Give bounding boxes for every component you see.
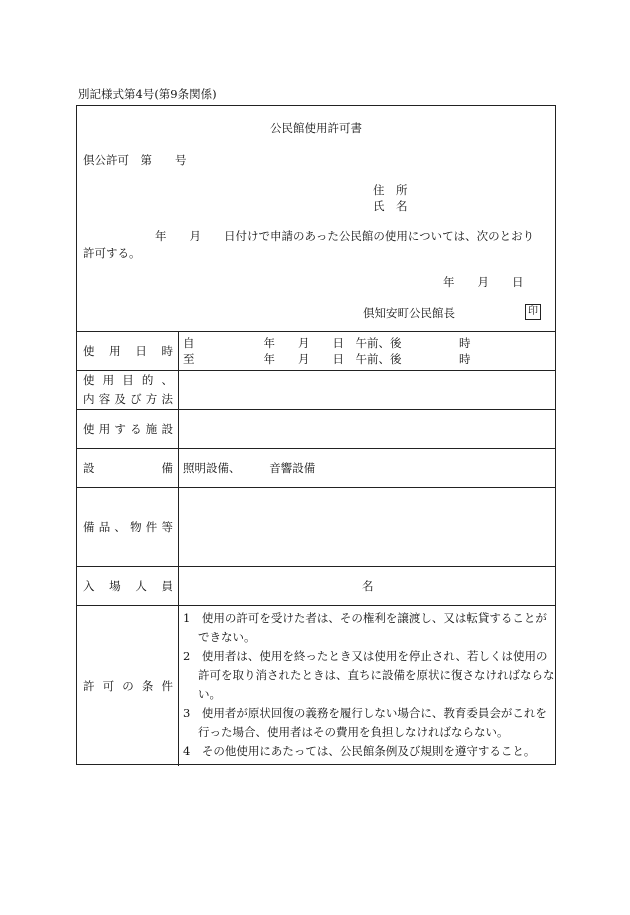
permit-number: 倶公許可 第 号 [83, 153, 187, 167]
conditions-label: 許可の条件 [83, 679, 173, 693]
facility-label: 使用する施設 [83, 422, 173, 436]
usage-to: 至 年 月 日 午前、後 時 [183, 352, 471, 366]
condition-item: 1 使用の許可を受けた者は、その権利を譲渡し、又は転貸することができない。 [183, 611, 547, 644]
row-divider [77, 566, 555, 567]
table-top-line [77, 331, 555, 332]
issuer-name: 倶知安町公民館長 [363, 306, 455, 320]
body-text-line2: 許可する。 [83, 246, 141, 260]
purpose-label-line2: 内容及び方法 [83, 392, 173, 406]
goods-label: 備品、物件等 [83, 520, 173, 534]
address-label: 住 所 [373, 183, 408, 197]
usage-from: 自 年 月 日 午前、後 時 [183, 336, 471, 350]
row-divider [77, 487, 555, 488]
row-divider [77, 605, 555, 606]
row-divider [77, 409, 555, 410]
condition-item: 4 その他使用にあたっては、公民館条例及び規則を遵守すること。 [183, 744, 536, 758]
name-label: 氏 名 [373, 199, 408, 213]
row-divider [77, 448, 555, 449]
equipment-value: 照明設備、 音響設備 [183, 461, 316, 475]
column-divider [178, 331, 179, 766]
seal-mark: 印 [525, 304, 541, 320]
purpose-label [83, 371, 173, 409]
permit-form [76, 105, 556, 765]
equipment-label: 設備 [83, 461, 173, 475]
attendees-label: 入場人員 [83, 579, 173, 593]
purpose-label-line1: 使用目的、 [83, 373, 173, 387]
form-title: 公民館使用許可書 [270, 121, 362, 135]
body-text-line1: 年 月 日付けで申請のあった公民館の使用については、次のとおり [155, 229, 535, 243]
usage-date-label: 使用日時 [83, 344, 173, 358]
condition-item: 2 使用者は、使用を終ったとき又は使用を停止され、若しくは使用の許可を取り消されたときは、直ちに設備を原状に復さなければならない。 [183, 649, 555, 701]
issue-date: 年 月 日 [443, 275, 524, 289]
attendees-unit: 名 [362, 579, 374, 593]
conditions-list [183, 609, 555, 761]
form-caption: 別記様式第4号(第9条関係) [78, 87, 217, 101]
condition-item: 3 使用者が原状回復の義務を履行しない場合に、教育委員会がこれを行った場合、使用者はその費用を負担しなければならない。 [183, 706, 547, 739]
